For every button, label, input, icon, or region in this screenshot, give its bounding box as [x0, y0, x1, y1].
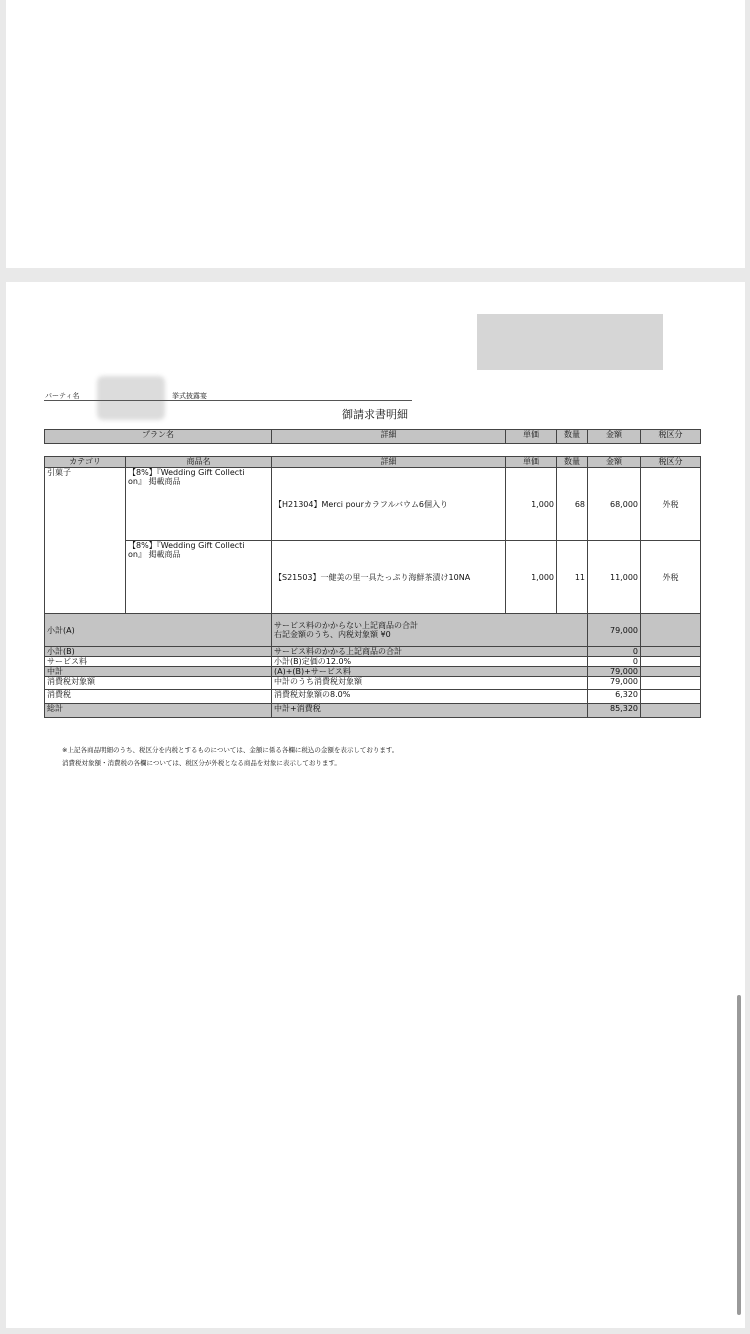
- footnote-line: 消費税対象額・消費税の各欄については、税区分が外税となる商品を対象に表示しております。: [62, 759, 341, 767]
- amount-cell: 68,000: [588, 468, 641, 541]
- plan-table: [44, 429, 701, 444]
- summary-label: 小計(B): [45, 647, 272, 657]
- summary-tax-blank: [641, 704, 701, 718]
- summary-amount: 79,000: [588, 677, 641, 690]
- item-header-unit-price: 単価: [506, 457, 557, 468]
- summary-tax-blank: [641, 647, 701, 657]
- summary-row-service-fee: [45, 657, 701, 667]
- qty-cell: 11: [557, 541, 588, 614]
- product-name-line: on』 掲載商品: [128, 477, 181, 486]
- item-header-product: 商品名: [126, 457, 272, 468]
- summary-row-subtotal-a: [45, 614, 701, 647]
- party-label: パーティ名: [45, 392, 80, 400]
- plan-header-tax: 税区分: [641, 430, 701, 444]
- summary-label: サービス料: [45, 657, 272, 667]
- plan-header-qty: 数量: [557, 430, 588, 444]
- product-name-line: 【8%】『Wedding Gift Collecti: [128, 468, 245, 477]
- footnotes: [62, 744, 398, 770]
- summary-label: 総計: [45, 704, 272, 718]
- summary-detail: 消費税対象額の8.0%: [272, 690, 588, 704]
- summary-amount: 6,320: [588, 690, 641, 704]
- summary-amount: 79,000: [588, 667, 641, 677]
- plan-header-detail: 詳細: [272, 430, 506, 444]
- summary-tax-blank: [641, 677, 701, 690]
- summary-tax-blank: [641, 690, 701, 704]
- summary-label: 消費税対象額: [45, 677, 272, 690]
- amount-cell: 11,000: [588, 541, 641, 614]
- summary-row-subtotal-b: [45, 647, 701, 657]
- summary-detail: 小計(B)定価の12.0%: [272, 657, 588, 667]
- item-header-category: カテゴリ: [45, 457, 126, 468]
- plan-header-unit-price: 単価: [506, 430, 557, 444]
- summary-row-consumption-tax: [45, 690, 701, 704]
- qty-cell: 68: [557, 468, 588, 541]
- summary-amount: 0: [588, 647, 641, 657]
- summary-amount: 79,000: [588, 614, 641, 647]
- product-name-cell: [126, 541, 272, 614]
- unit-price-cell: 1,000: [506, 468, 557, 541]
- name-underline: [44, 400, 412, 401]
- item-header-qty: 数量: [557, 457, 588, 468]
- summary-amount: 85,320: [588, 704, 641, 718]
- detail-cell: 【H21304】Merci pourカラフルバウム6個入り: [272, 468, 506, 541]
- table-row: [45, 468, 701, 541]
- summary-detail: 中計+消費税: [272, 704, 588, 718]
- summary-tax-blank: [641, 657, 701, 667]
- unit-price-cell: 1,000: [506, 541, 557, 614]
- summary-row-middle-total: [45, 667, 701, 677]
- footnote-line: ※上記各商品明細のうち、税区分を内税とするものについては、金額に係る各欄に税込の金額を表示しております。: [62, 746, 399, 754]
- summary-detail: サービス料のかかる上記商品の合計: [272, 647, 588, 657]
- item-header-tax: 税区分: [641, 457, 701, 468]
- summary-detail-line: 右記金額のうち、内税対象額 ¥0: [274, 630, 391, 639]
- product-name-cell: [126, 468, 272, 541]
- scrollbar[interactable]: [737, 995, 741, 1315]
- table-row: [45, 541, 701, 614]
- summary-row-taxable-amount: [45, 677, 701, 690]
- item-table: [44, 456, 701, 718]
- tax-cell: 外税: [641, 541, 701, 614]
- document-title: 御請求書明細: [342, 408, 408, 421]
- plan-header-amount: 金額: [588, 430, 641, 444]
- summary-row-grand-total: [45, 704, 701, 718]
- plan-header-plan-name: プラン名: [45, 430, 272, 444]
- summary-detail: [272, 614, 588, 647]
- item-header-detail: 詳細: [272, 457, 506, 468]
- detail-cell: 【S21503】一健美の里一具たっぷり海鮮茶漬け10NA: [272, 541, 506, 614]
- summary-detail: (A)+(B)+サービス料: [272, 667, 588, 677]
- item-header-amount: 金額: [588, 457, 641, 468]
- tax-cell: 外税: [641, 468, 701, 541]
- summary-amount: 0: [588, 657, 641, 667]
- category-cell: 引菓子: [45, 468, 126, 614]
- summary-label: 消費税: [45, 690, 272, 704]
- summary-tax-blank: [641, 614, 701, 647]
- previous-page: [6, 0, 745, 268]
- summary-detail-line: サービス料のかからない上記商品の合計: [274, 621, 418, 630]
- product-name-line: on』 掲載商品: [128, 550, 181, 559]
- summary-label: 小計(A): [45, 614, 272, 647]
- summary-label: 中計: [45, 667, 272, 677]
- summary-detail: 中計のうち消費税対象額: [272, 677, 588, 690]
- product-name-line: 【8%】『Wedding Gift Collecti: [128, 541, 245, 550]
- summary-tax-blank: [641, 667, 701, 677]
- redacted-area: [477, 314, 663, 370]
- ceremony-label: 挙式披露宴: [172, 392, 207, 400]
